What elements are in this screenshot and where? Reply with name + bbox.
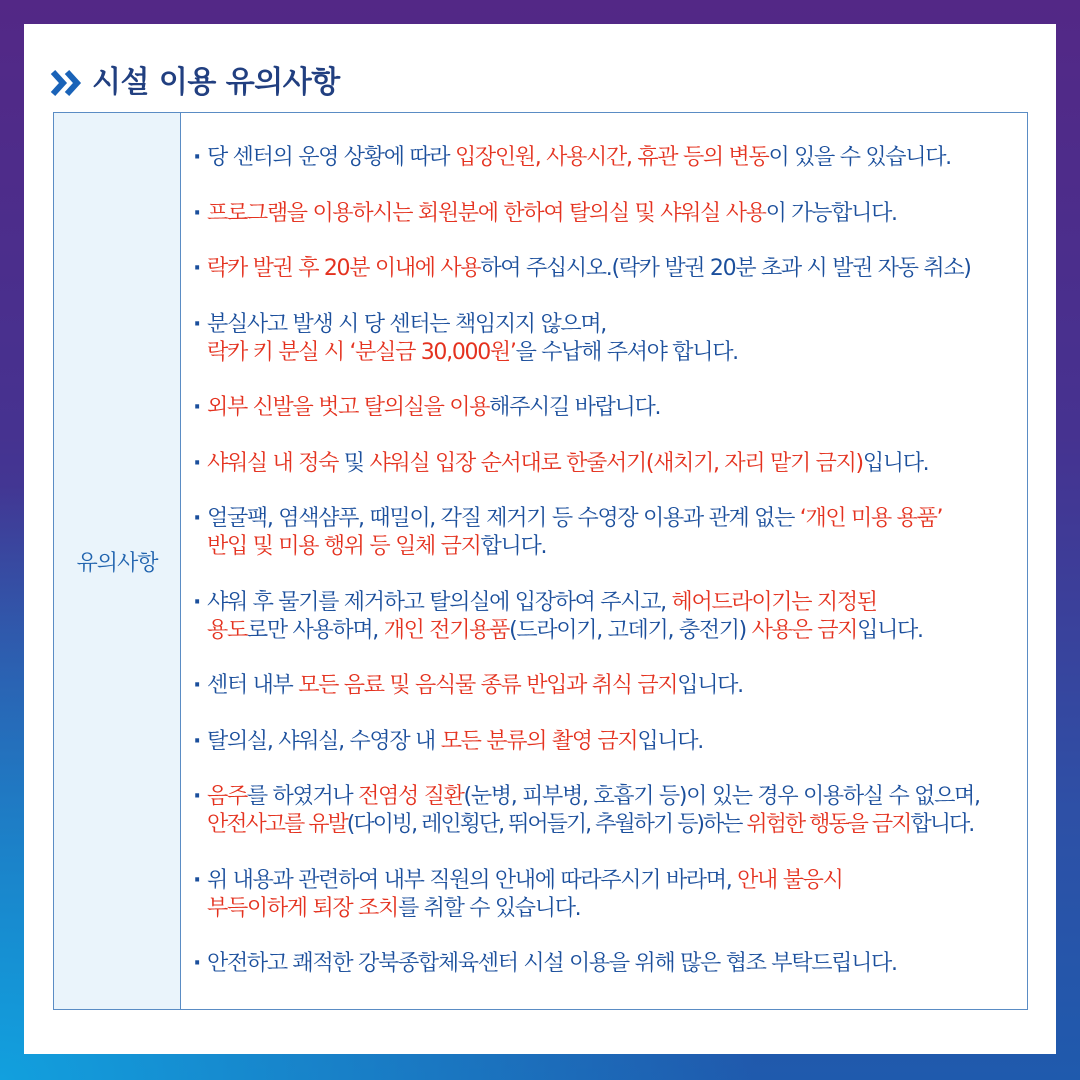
bullet-dot: ·	[193, 311, 201, 337]
notice-content-cell	[181, 113, 1027, 1009]
notice-item-text	[207, 394, 1019, 422]
highlighted-text: 안전사고를 유발	[207, 812, 347, 837]
bullet-dot: ·	[193, 728, 201, 754]
notice-line	[207, 895, 1019, 923]
notice-text: 를 취할 수 있습니다.	[397, 895, 581, 921]
notice-text: 이 있을 수 있습니다.	[768, 145, 951, 170]
notice-text: 를 하였거나	[246, 784, 359, 809]
notice-text: 합니다.	[480, 534, 547, 559]
highlighted-text: 용도	[207, 617, 247, 643]
notice-item	[193, 450, 1019, 478]
highlighted-text: 음주	[207, 784, 247, 809]
notice-line	[207, 311, 1019, 339]
notice-line	[207, 589, 1019, 617]
notice-line	[207, 950, 1019, 978]
notice-line	[207, 450, 1019, 478]
notice-text: (눈병, 피부병, 호흡기 등)이 있는 경우 이용하실 수 없으며,	[463, 784, 980, 809]
highlighted-text: 샤워실 입장 순서대로 한줄서기(새치기, 자리 맡기 금지)	[369, 450, 863, 476]
notice-text: 로만 사용하며,	[246, 617, 384, 643]
notice-item-text	[207, 950, 1019, 978]
notice-text: 및	[338, 450, 370, 476]
bullet-dot: ·	[193, 951, 201, 976]
notice-item	[193, 505, 1019, 561]
highlighted-text: 프로그램을 이용하시는 회원분에 한하여 탈의실 및 샤워실 사용	[207, 200, 766, 226]
notice-text: 탈의실, 샤워실, 수영장 내	[207, 728, 441, 754]
bullet-dot: ·	[193, 256, 201, 281]
notice-item-text	[207, 255, 1019, 283]
notice-panel	[24, 24, 1056, 1054]
notice-line	[207, 867, 1019, 895]
page-title: 시설 이용 유의사항	[92, 65, 340, 100]
notice-text: 입니다.	[862, 450, 929, 476]
notice-line	[207, 200, 1019, 228]
notice-item-text	[207, 783, 1019, 839]
notice-item-text	[207, 867, 1019, 923]
highlighted-text: 락카 발권 후 20분 이내에 사용	[207, 256, 481, 281]
notice-line	[207, 394, 1019, 422]
highlighted-text: 락카 키 분실 시 ‘분실금 30,000원’	[207, 339, 516, 365]
highlighted-text: 모든 음료 및 음식물 종류 반입과 취식 금지	[298, 673, 678, 698]
notice-item-text	[207, 200, 1019, 228]
highlighted-text: 개인 전기용품	[383, 617, 510, 643]
notice-text: 위 내용과 관련하여 내부 직원의 안내에 따라주시기 바라며,	[207, 867, 738, 893]
notice-item	[193, 394, 1019, 422]
bullet-dot: ·	[193, 784, 201, 809]
notice-item	[193, 672, 1019, 700]
notice-text: 얼굴팩, 염색샴푸, 때밀이, 각질 제거기 등 수영장 이용과 관계 없는	[207, 506, 800, 531]
notice-text: 이 가능합니다.	[765, 200, 897, 226]
notice-list	[193, 144, 1019, 978]
bullet-dot: ·	[193, 450, 201, 476]
notice-line	[207, 144, 1019, 172]
notice-item-text	[207, 144, 1019, 172]
notice-text: 을 수납해 주셔야 합니다.	[515, 339, 738, 365]
notice-item	[193, 144, 1019, 172]
notice-label: 유의사항	[76, 550, 158, 576]
highlighted-text: 전염성 질환	[358, 784, 464, 809]
notice-table	[53, 112, 1028, 1010]
bullet-dot: ·	[193, 673, 201, 698]
notice-line	[207, 811, 1019, 839]
bullet-dot: ·	[193, 867, 201, 893]
notice-text: 분실사고 발생 시 당 센터는 책임지지 않으며,	[207, 311, 606, 337]
page-header	[50, 66, 340, 100]
notice-text: 샤워 후 물기를 제거하고 탈의실에 입장하여 주시고,	[207, 589, 672, 615]
notice-text: 당 센터의 운영 상황에 따라	[207, 145, 455, 170]
notice-text: 합니다.	[910, 812, 974, 837]
notice-text: (드라이기, 고데기, 충전기)	[509, 617, 752, 643]
notice-text: 하여 주십시오.(락카 발권 20분 초과 시 발권 자동 취소)	[480, 256, 971, 281]
notice-item	[193, 200, 1019, 228]
notice-item	[193, 255, 1019, 283]
notice-text: 입니다.	[637, 728, 703, 754]
notice-text: (다이빙, 레인횡단, 뛰어들기, 추월하기 등)하는	[346, 812, 747, 837]
notice-item	[193, 867, 1019, 923]
highlighted-text: 헤어드라이기는 지정된	[671, 589, 877, 615]
notice-item-text	[207, 728, 1019, 756]
notice-line	[207, 339, 1019, 367]
notice-label-cell	[54, 113, 181, 1009]
notice-line	[207, 255, 1019, 283]
notice-item	[193, 311, 1019, 367]
notice-line	[207, 505, 1019, 533]
notice-text: 해주시길 바랍니다.	[489, 395, 661, 420]
highlighted-text: 모든 분류의 촬영 금지	[440, 728, 638, 754]
bullet-dot: ·	[193, 589, 201, 615]
highlighted-text: 입장인원, 사용시간, 휴관 등의 변동	[454, 145, 769, 170]
notice-line	[207, 533, 1019, 561]
notice-item	[193, 589, 1019, 645]
highlighted-text: 위험한 행동을 금지	[746, 812, 911, 837]
highlighted-text: 외부 신발을 벗고 탈의실을 이용	[207, 395, 490, 420]
highlighted-text: 부득이하게 퇴장 조치	[207, 895, 398, 921]
notice-item-text	[207, 672, 1019, 700]
highlighted-text: 샤워실 내 정숙	[207, 450, 339, 476]
notice-line	[207, 783, 1019, 811]
notice-text: 입니다.	[857, 617, 923, 643]
bullet-dot: ·	[193, 145, 201, 170]
bullet-dot: ·	[193, 395, 201, 420]
notice-line	[207, 672, 1019, 700]
notice-text: 입니다.	[677, 673, 743, 698]
bullet-dot: ·	[193, 506, 201, 531]
highlighted-text: 안내 불응시	[737, 867, 843, 893]
highlighted-text: ‘개인 미용 용품’	[799, 506, 943, 531]
notice-item-text	[207, 589, 1019, 645]
double-chevron-right-icon	[50, 69, 84, 97]
notice-item-text	[207, 505, 1019, 561]
notice-item	[193, 728, 1019, 756]
highlighted-text: 사용은 금지	[751, 617, 858, 643]
notice-line	[207, 617, 1019, 645]
notice-line	[207, 728, 1019, 756]
notice-item	[193, 950, 1019, 978]
bullet-dot: ·	[193, 200, 201, 226]
notice-item	[193, 783, 1019, 839]
notice-item-text	[207, 450, 1019, 478]
highlighted-text: 반입 및 미용 행위 등 일체 금지	[207, 534, 481, 559]
notice-item-text	[207, 311, 1019, 367]
notice-text: 안전하고 쾌적한 강북종합체육센터 시설 이용을 위해 많은 협조 부탁드립니다.	[207, 951, 897, 976]
notice-text: 센터 내부	[207, 673, 299, 698]
